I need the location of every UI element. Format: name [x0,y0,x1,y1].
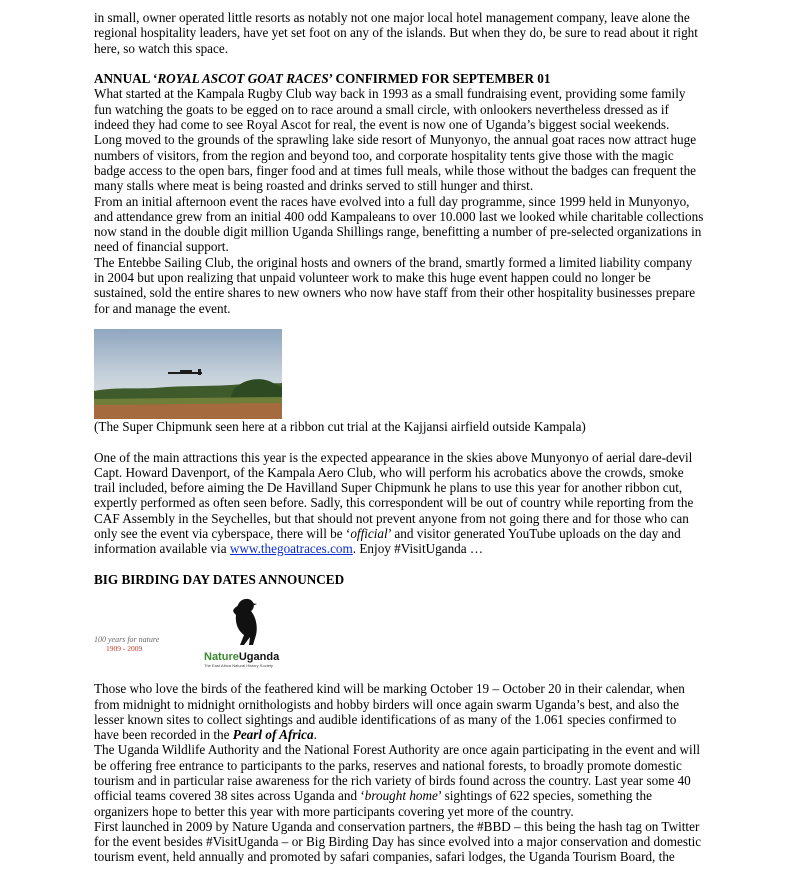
photo-caption: (The Super Chipmunk seen here at a ribbon cut trial at the Kajjansi airfield outside Kampala) [94,418,586,434]
bird-icon [204,595,286,647]
nature-uganda-logo [204,595,286,667]
logos-row [94,595,704,667]
goat-paragraph-3: From an initial afternoon event the races have evolved into a full day programme, since 1999 held in Munyonyo, and attendance grew from an initial 400 odd Kampaleans to over 10.000 last we looked while charitable collections now stand in the double digit million Uganda Shillings range, benefitting a number of pre-selected organizations in need of financial support. [94,193,704,255]
centenary-logo [94,635,170,661]
heading-emphasis: ROYAL ASCOT GOAT RACES [157,71,329,87]
nature-uganda-tagline: The East Africa Natural History Society [204,662,273,668]
airplane-photo [94,329,282,419]
p5-text-c: . Enjoy #VisitUganda … [352,541,484,557]
centenary-text: 100 years for nature [94,635,160,645]
goat-races-heading [94,71,704,86]
bp1-emphasis: Pearl of Africa [232,727,314,743]
birding-paragraph-2 [94,742,704,818]
intro-paragraph: in small, owner operated little resorts as notably not one major local hotel management company, leave alone the regional hospitality leaders, have yet set foot on any of the islands. But when they do, be sure to read about it right here, so watch this space. [94,10,698,56]
wordmark-uganda: Uganda [238,650,280,663]
bp2-emphasis: brought home [364,788,438,804]
goat-paragraph-1: What started at the Kampala Rugby Club way back in 1993 as a small fundraising event, providing some family fun watching the goats to be egged on to race around a small circle, with onlookers nevertheless dressed as if indeed they had come to see Royal Ascot for real, the event is now one of Uganda’s biggest social weekends. [94,86,686,133]
bp1-text-b: . [313,727,317,743]
goat-races-link[interactable]: www.thegoatraces.com [229,541,353,557]
bp2-text-a: The Uganda Wildlife Authority and the National Forest Authority are once again participating in the event and will be offering free entrance to participants to the parks, reserves and national forests, to broadly promote domestic tourism and in particular raise awareness for the rich variety of birds found across the country. Last year some 40 official teams covered 38 sites across Uganda and ‘ [94,742,701,804]
article-page [94,10,704,865]
goat-paragraph-4: The Entebbe Sailing Club, the original hosts and owners of the brand, smartly formed a limited liability company in 2004 but upon realizing that unpaid volunteer work to make this huge event happen could no longer be sustained, sold the entire shares to new owners who now have staff from their other hospitality businesses prepare for and manage the event. [94,254,696,316]
birding-paragraph-3: First launched in 2009 by Nature Uganda and conservation partners, the #BBD – this being the hash tag on Twitter for the event besides #VisitUganda – or Big Birding Day has since evolved into a major conservation and domestic tourism event, held annually and promoted by safari companies, safari lodges, the Uganda Tourism Board, the [94,818,702,865]
bp2-text-b: ’ sightings of 622 species, something the organizers hope to better this year with more participants covering yet more of the country. [94,788,652,819]
goat-paragraph-2: Long moved to the grounds of the sprawling lake side resort of Munyonyo, the annual goat races now attract huge numbers of visitors, from the region and beyond too, and corporate hospitality tents give those with the magic badge access to the open bars, finger food and at times full meals, while those without the badges can frequent the many stalls where meat is being roasted and drinks served to still hunger and thirst. [94,132,697,194]
p5-text-a: One of the main attractions this year is the expected appearance in the skies above Munyonyo of aerial dare-devil Capt. Howard Davenport, of the Kampala Aero Club, who will perform his acrobatics above the crowds, smoke trail included, before aiming the De Havilland Super Chipmunk he plans to use this year for another ribbon cut, expertly performed as often seen before. Sadly, this correspondent will be out of country while reporting from the CAF Assembly in the Seychelles, but that should not prevent anyone from not going there and for those who can only see the event via cyberspace, there will be ‘ [94,449,694,542]
bp1-text-a: Those who love the birds of the feathered kind will be marking October 19 – October 20 in their calendar, when from midnight to midnight ornithologists and hobby birders will once again swarm Uganda’s best, and also the lesser known sites to collect sightings and audible identifications of as many of the 1.061 species confirmed to have been recorded in the [94,681,685,743]
birding-heading: BIG BIRDING DAY DATES ANNOUNCED [94,571,345,587]
heading-post: ’ CONFIRMED FOR SEPTEMBER 01 [328,71,551,87]
centenary-years: 1909 - 2009 [106,644,143,654]
wordmark-nature: Nature [204,650,239,663]
heading-pre: ANNUAL ‘ [94,71,158,87]
goat-paragraph-5 [94,450,704,557]
p5-text-b: ’ and visitor generated YouTube uploads on the day and information available via [94,526,681,557]
nature-uganda-wordmark [204,651,286,663]
p5-emphasis: official [350,526,388,542]
birding-paragraph-1 [94,681,704,742]
